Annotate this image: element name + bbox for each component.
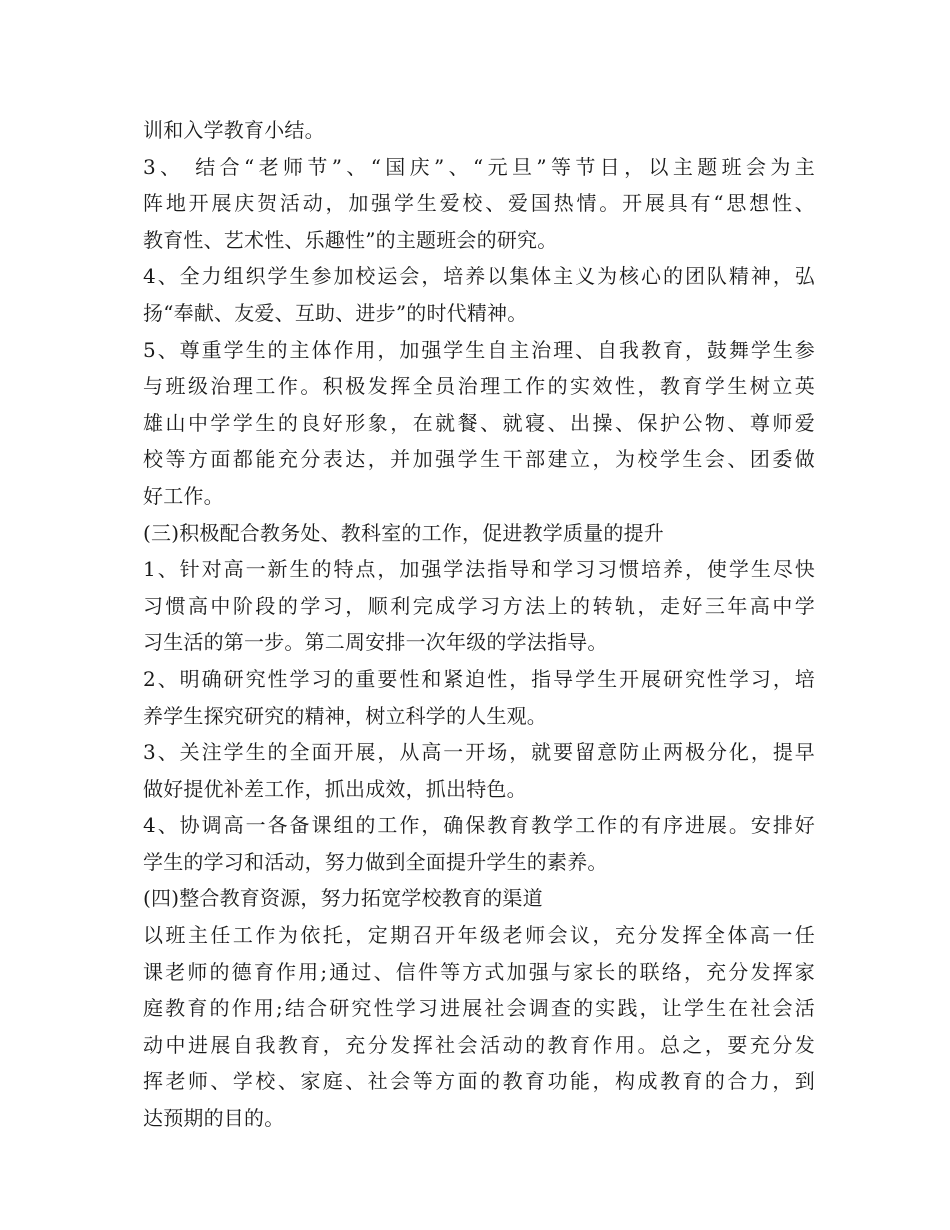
- text-line: 养学生探究研究的精神，树立科学的人生观。: [143, 703, 547, 728]
- text-line: 5、尊重学生的主体作用，加强学生自主治理、自我教育，鼓舞学生参: [143, 337, 815, 362]
- text-line: (三)积极配合教务处、教科室的工作，促进教学质量的提升: [143, 520, 665, 545]
- text-line: 1、针对高一新生的特点，加强学法指导和学习习惯培养，使学生尽快: [143, 557, 815, 582]
- text-line: 校等方面都能充分表达，并加强学生干部建立，为校学生会、团委做: [143, 447, 815, 472]
- text-line: 2、明确研究性学习的重要性和紧迫性，指导学生开展研究性学习，培: [143, 666, 815, 691]
- text-line: 教育性、艺术性、乐趣性”的主题班会的研究。: [143, 227, 558, 252]
- text-line: 4、全力组织学生参加校运会，培养以集体主义为核心的团队精神，弘: [143, 264, 815, 289]
- text-line: 习生活的第一步。第二周安排一次年级的学法指导。: [143, 630, 608, 655]
- text-line: 与班级治理工作。积极发挥全员治理工作的实效性，教育学生树立英: [143, 374, 815, 399]
- text-line: 扬“奉献、友爱、互助、进步”的时代精神。: [143, 300, 528, 325]
- text-line: 3、 结合“老师节”、“国庆”、“元旦”等节日，以主题班会为主: [143, 154, 815, 179]
- text-line: 达预期的目的。: [143, 1106, 285, 1131]
- text-line: 雄山中学学生的良好形象，在就餐、就寝、出操、保护公物、尊师爱: [143, 410, 815, 435]
- text-line: (四)整合教育资源，努力拓宽学校教育的渠道: [143, 886, 543, 911]
- text-line: 动中进展自我教育，充分发挥社会活动的教育作用。总之，要充分发: [143, 1032, 815, 1057]
- text-line: 挥老师、学校、家庭、社会等方面的教育功能，构成教育的合力，到: [143, 1069, 815, 1094]
- document-page: [143, 112, 815, 1137]
- text-line: 学生的学习和活动，努力做到全面提升学生的素养。: [143, 849, 608, 874]
- text-line: 习惯高中阶段的学习，顺利完成学习方法上的转轨，走好三年高中学: [143, 593, 815, 618]
- text-line: 做好提优补差工作，抓出成效，抓出特色。: [143, 776, 527, 801]
- text-line: 4、协调高一各备课组的工作，确保教育教学工作的有序进展。安排好: [143, 813, 815, 838]
- text-line: 训和入学教育小结。: [143, 118, 325, 142]
- text-line: 好工作。: [143, 483, 224, 508]
- text-line: 课老师的德育作用;通过、信件等方式加强与家长的联络，充分发挥家: [143, 959, 815, 984]
- text-line: 以班主任工作为依托，定期召开年级老师会议，充分发挥全体高一任: [143, 923, 815, 948]
- text-line: 阵地开展庆贺活动，加强学生爱校、爱国热情。开展具有“思想性、: [143, 191, 815, 216]
- text-line: 3、关注学生的全面开展，从高一开场，就要留意防止两极分化，提早: [143, 740, 815, 765]
- text-line: 庭教育的作用;结合研究性学习进展社会调查的实践，让学生在社会活: [143, 996, 815, 1021]
